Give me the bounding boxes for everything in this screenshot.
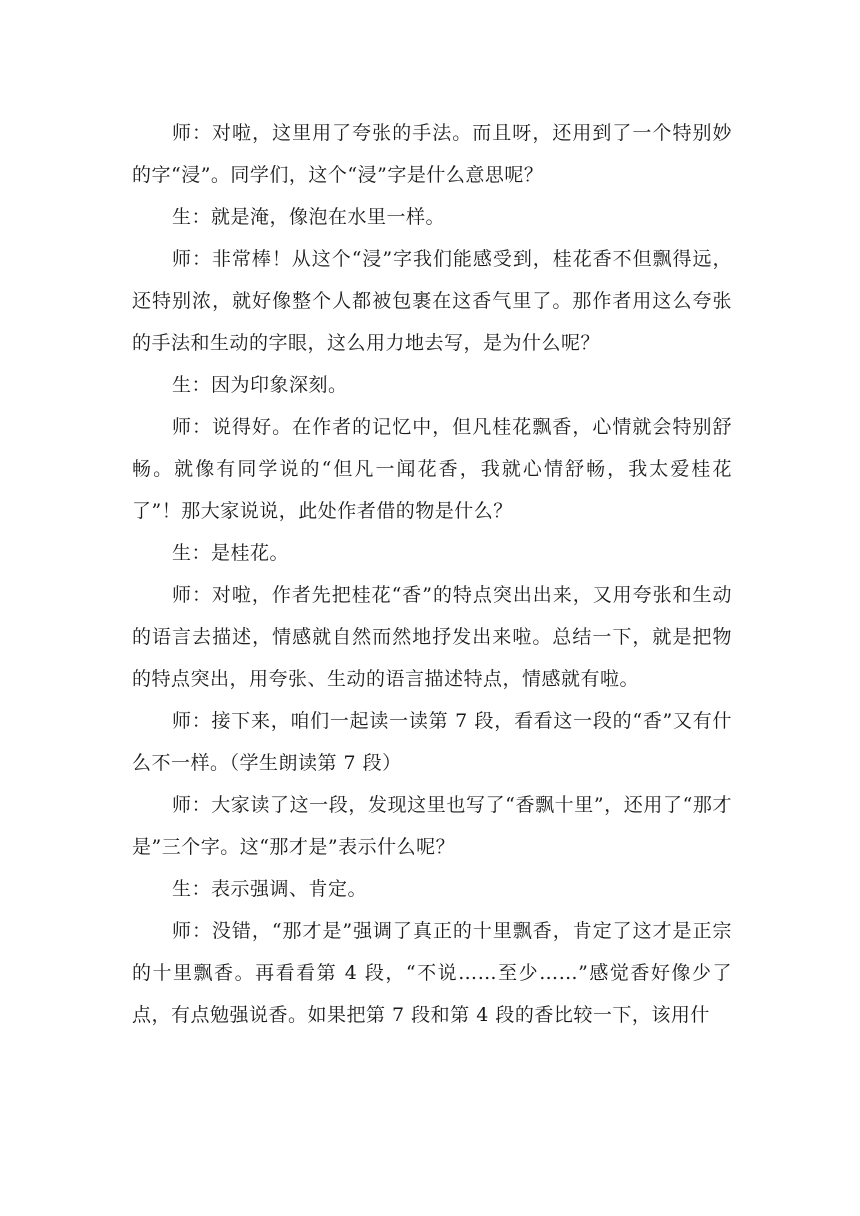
paragraph-3: 师：非常棒！从这个“浸”字我们能感受到，桂花香不但飘得远，还特别浓，就好像整个人都被包裹在这香气里了。那作者用这么夸张的手法和生动的字眼，这么用力地去写，是为什么呢？ xyxy=(132,248,732,354)
paragraph-7: 师：对啦，作者先把桂花“香”的特点突出出来，又用夸张和生动的语言去描述，情感就自然而然地抒发出来啦。总结一下，就是把物的特点突出，用夸张、生动的语言描述特点，情感就有啦。 xyxy=(132,584,732,690)
paragraph-4: 生：因为印象深刻。 xyxy=(172,374,348,396)
paragraph-1: 师：对啦，这里用了夸张的手法。而且呀，还用到了一个特别妙的字“浸”。同学们，这个“浸”字是什么意思呢？ xyxy=(132,122,732,186)
paragraph-8: 师：接下来，咱们一起读一读第 7 段，看看这一段的“香”又有什么不一样。（学生朗读第 7 段） xyxy=(132,710,732,774)
paragraph-10: 生：表示强调、肯定。 xyxy=(172,878,368,900)
paragraph-6: 生：是桂花。 xyxy=(172,542,290,564)
paragraph-2: 生：就是淹，像泡在水里一样。 xyxy=(172,206,446,228)
paragraph-9: 师：大家读了这一段，发现这里也写了“香飘十里”，还用了“那才是”三个字。这“那才是”表示什么呢？ xyxy=(132,794,732,858)
paragraph-11: 师：没错，“那才是”强调了真正的十里飘香，肯定了这才是正宗的十里飘香。再看看第 4 段，“不说……至少……”感觉香好像少了点，有点勉强说香。如果把第 7 段和第 4 段的香比较一下，该用什 xyxy=(132,920,732,1026)
paragraph-5: 师：说得好。在作者的记忆中，但凡桂花飘香，心情就会特别舒畅。就像有同学说的“但凡一闻花香，我就心情舒畅，我太爱桂花了”！那大家说说，此处作者借的物是什么？ xyxy=(132,416,732,522)
document-body xyxy=(132,112,732,1036)
